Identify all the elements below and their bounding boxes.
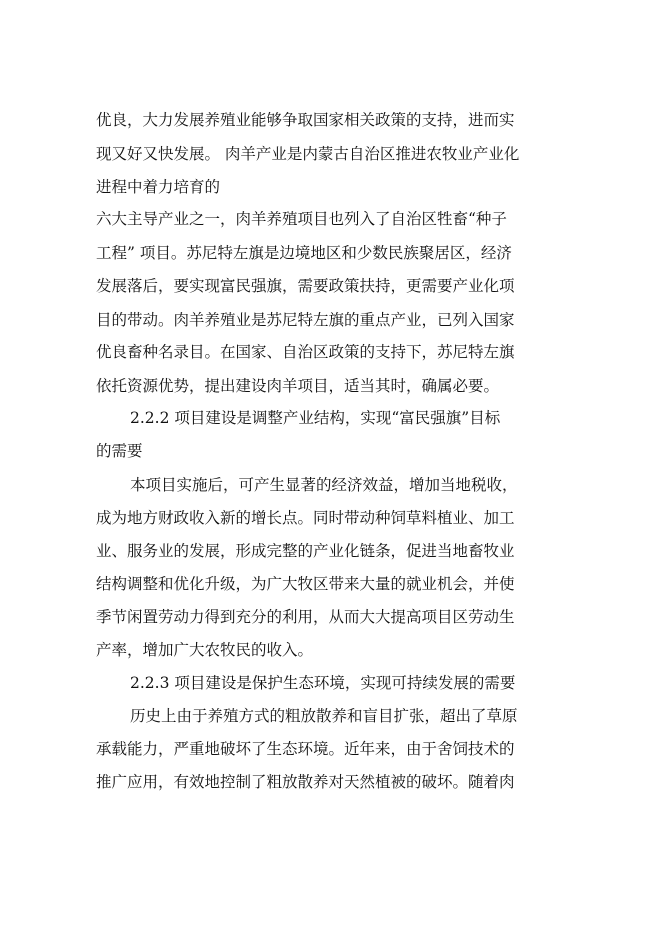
text-line-12: 本项目实施后，可产生显著的经济效益，增加当地税收， <box>130 476 518 494</box>
text-line-2: 现又好又快发展。 肉羊产业是内蒙古自治区推进农牧业产业化 <box>96 145 520 163</box>
text-line-3: 进程中着力培育的 <box>96 178 221 196</box>
text-line-16: 季节闲置劳动力得到充分的利用，从而大大提高项目区劳动生 <box>96 608 515 626</box>
text-line-6: 发展落后，要实现富民强旗，需要政策扶持，更需要产业化项 <box>96 277 515 295</box>
text-line-4: 六大主导产业之一，肉羊养殖项目也列入了自治区牲畜“种子 <box>96 210 507 228</box>
section-heading-2-2-3: 2.2.3 项目建设是保护生态环境，实现可持续发展的需要 <box>130 674 516 692</box>
text-line-20: 承载能力，严重地破坏了生态环境。近年来，由于舍饲技术的 <box>96 740 515 758</box>
text-line-17: 产率，增加广大农牧民的收入。 <box>96 641 314 659</box>
text-line-21: 推广应用，有效地控制了粗放散养对天然植被的破坏。随着肉 <box>96 773 515 791</box>
text-line-15: 结构调整和优化升级，为广大牧区带来大量的就业机会，并使 <box>96 575 515 593</box>
text-line-13: 成为地方财政收入新的增长点。同时带动种饲草料植业、加工 <box>96 509 515 527</box>
section-heading-2-2-2-cont: 的需要 <box>96 442 143 460</box>
text-line-8: 优良畜种名录目。在国家、自治区政策的支持下，苏尼特左旗 <box>96 343 515 361</box>
section-heading-2-2-2: 2.2.2 项目建设是调整产业结构，实现“富民强旗”目标 <box>130 409 501 427</box>
text-line-14: 业、服务业的发展，形成完整的产业化链条，促进当地畜牧业 <box>96 542 515 560</box>
text-line-7: 目的带动。肉羊养殖业是苏尼特左旗的重点产业，已列入国家 <box>96 311 515 329</box>
text-line-1: 优良，大力发展养殖业能够争取国家相关政策的支持，进而实 <box>96 111 515 129</box>
text-line-9: 依托资源优势，提出建设肉羊项目，适当其时，确属必要。 <box>96 377 500 395</box>
text-line-5: 工程” 项目。苏尼特左旗是边境地区和少数民族聚居区，经济 <box>96 244 512 262</box>
text-line-19: 历史上由于养殖方式的粗放散养和盲目扩张，超出了草原 <box>130 707 518 725</box>
